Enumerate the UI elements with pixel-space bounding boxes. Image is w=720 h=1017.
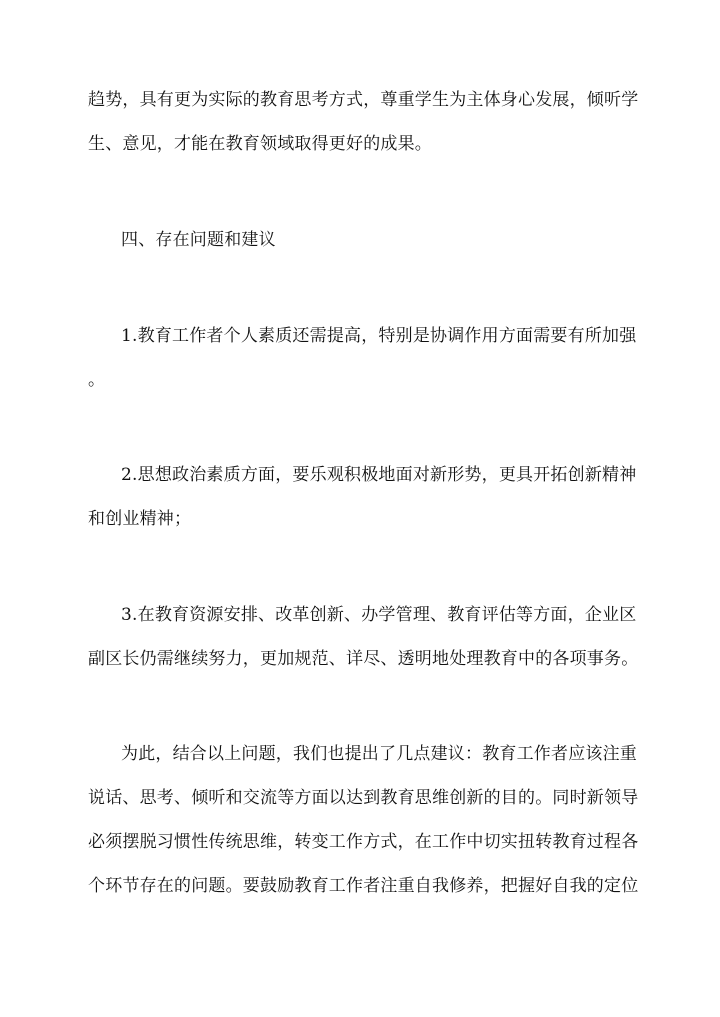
item-1-line-2: 。 (88, 370, 106, 390)
item-2-line-1: 2.思想政治素质方面，要乐观积极地面对新形势，更具开拓创新精神 (121, 465, 637, 485)
item-1-line-1: 1.教育工作者个人素质还需提高，特别是协调作用方面需要有所加强 (121, 326, 637, 346)
item-3-line-1: 3.在教育资源安排、改革创新、办学管理、教育评估等方面，企业区 (121, 605, 637, 625)
suggestions-paragraph-line-2: 说话、思考、倾听和交流等方面以达到教育思维创新的目的。同时新领导 (88, 788, 639, 808)
intro-paragraph-line-2: 生、意见，才能在教育领域取得更好的成果。 (88, 134, 432, 154)
suggestions-paragraph-line-4: 个环节存在的问题。要鼓励教育工作者注重自我修养，把握好自我的定位 (88, 876, 639, 896)
intro-paragraph-line-1: 趋势，具有更为实际的教育思考方式，尊重学生为主体身心发展，倾听学 (88, 90, 639, 110)
suggestions-paragraph-line-1: 为此，结合以上问题，我们也提出了几点建议：教育工作者应该注重 (121, 744, 637, 764)
item-3-line-2: 副区长仍需继续努力，更加规范、详尽、透明地处理教育中的各项事务。 (88, 649, 639, 669)
item-2-line-2: 和创业精神； (88, 509, 192, 529)
suggestions-paragraph-line-3: 必须摆脱习惯性传统思维，转变工作方式，在工作中切实扭转教育过程各 (88, 832, 639, 852)
section-heading: 四、存在问题和建议 (121, 230, 276, 250)
